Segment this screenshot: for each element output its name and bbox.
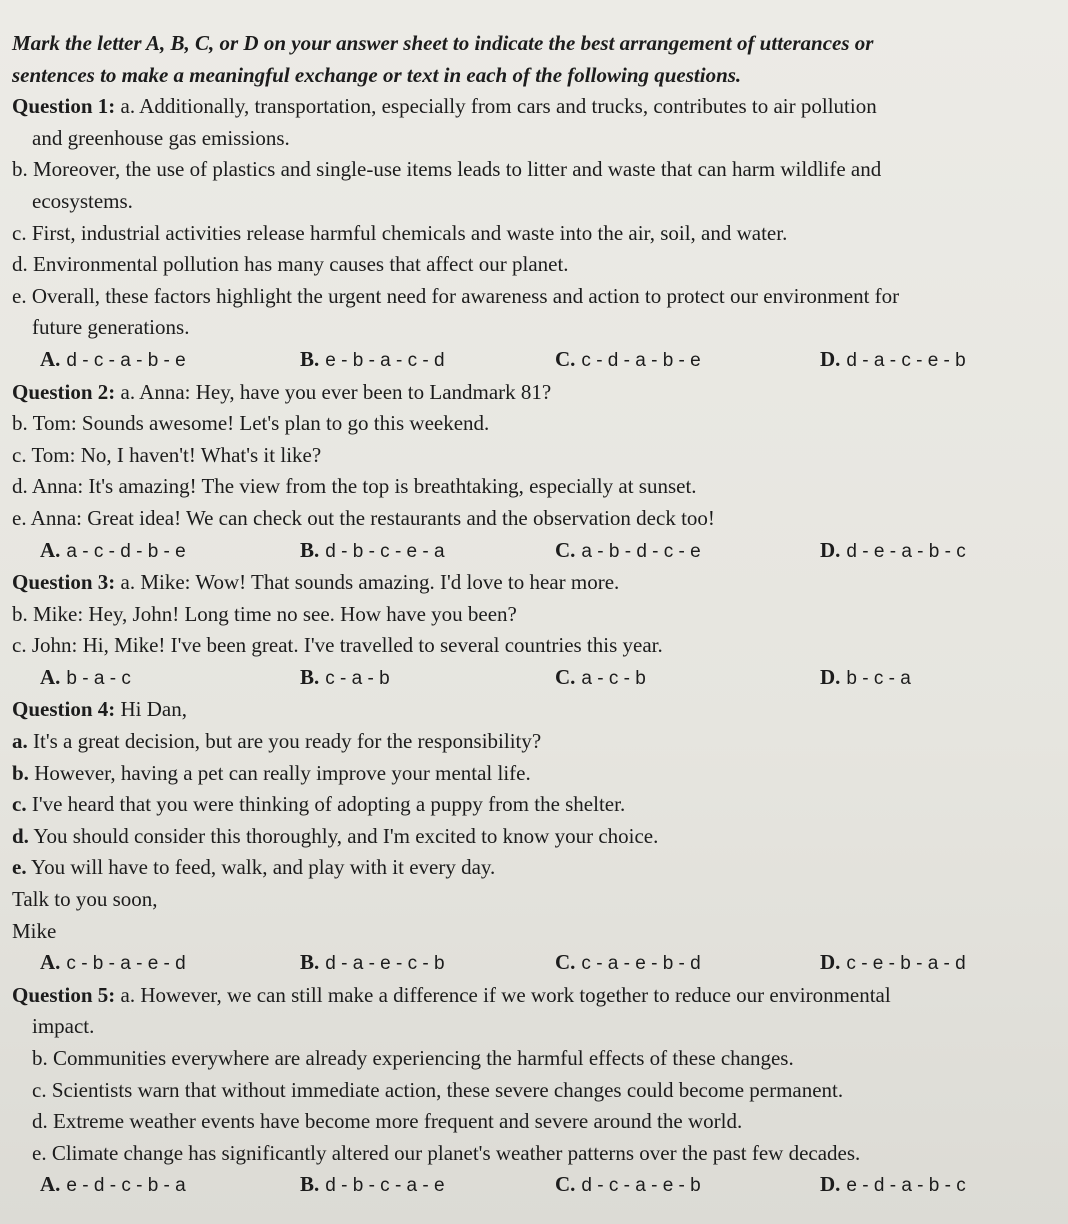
answer-option[interactable] [300, 1169, 555, 1202]
instruction-line: Mark the letter A, B, C, or D on your answer sheet to indicate the best arrangement of utterances or [12, 31, 874, 55]
question-block [12, 567, 1048, 694]
answer-option[interactable] [300, 947, 555, 980]
answer-option[interactable] [820, 535, 1050, 568]
question-list [12, 91, 1048, 1202]
question-line [12, 630, 1048, 662]
option-letter: C. [555, 346, 576, 371]
question-text: d. You should consider this thoroughly, and I'm excited to know your choice. [12, 823, 659, 848]
answer-option[interactable] [820, 662, 1050, 695]
question-line [12, 123, 1048, 155]
question-line [12, 1043, 1048, 1075]
question-block [12, 980, 1048, 1202]
option-value: e - d - a - b - c [846, 1175, 966, 1197]
question-line [12, 471, 1048, 503]
question-text: c. I've heard that you were thinking of adopting a puppy from the shelter. [12, 792, 626, 817]
question-line [12, 1075, 1048, 1107]
option-value: d - a - c - e - b [846, 349, 966, 371]
answer-option[interactable] [555, 535, 820, 568]
option-letter: C. [555, 664, 576, 689]
question-text: a. Anna: Hey, have you ever been to Landmark 81? [115, 379, 552, 404]
option-letter: D. [820, 950, 841, 975]
option-value: c - d - a - b - e [581, 349, 701, 371]
option-letter: C. [555, 1172, 576, 1197]
answer-option[interactable] [555, 1169, 820, 1202]
question-line [12, 408, 1048, 440]
question-text: a. Additionally, transportation, especially from cars and trucks, contributes to air pollution [115, 94, 877, 119]
question-line [12, 758, 1048, 790]
option-value: d - c - a - b - e [66, 349, 186, 371]
question-text: e. Overall, these factors highlight the urgent need for awareness and action to protect our environment for [12, 283, 900, 308]
question-line [12, 312, 1048, 344]
question-line [12, 218, 1048, 250]
question-line [12, 249, 1048, 281]
option-letter: A. [40, 346, 61, 371]
question-line [12, 980, 1048, 1012]
question-line [12, 1106, 1048, 1138]
option-letter: B. [300, 664, 320, 689]
option-letter: A. [40, 1172, 61, 1197]
option-value: c - a - b [325, 667, 390, 689]
question-text: b. Moreover, the use of plastics and single-use items leads to litter and waste that can harm wildlife and [12, 157, 882, 182]
answer-option[interactable] [40, 344, 300, 377]
option-letter: A. [40, 537, 61, 562]
answer-option[interactable] [300, 535, 555, 568]
question-label: Question 2: [12, 379, 116, 404]
option-value: e - b - a - c - d [325, 349, 445, 371]
question-text: impact. [32, 1014, 95, 1039]
option-value: d - a - e - c - b [325, 953, 445, 975]
answer-option[interactable] [40, 947, 300, 980]
option-letter: D. [820, 1172, 841, 1197]
option-value: c - e - b - a - d [846, 953, 966, 975]
answer-option[interactable] [555, 947, 820, 980]
question-label: Question 5: [12, 982, 116, 1007]
question-text: b. Communities everywhere are already experiencing the harmful effects of these changes. [32, 1046, 794, 1070]
question-text: a. However, we can still make a difference if we work together to reduce our environmental [115, 982, 891, 1007]
question-line [12, 789, 1048, 821]
answer-option[interactable] [820, 344, 1050, 377]
option-letter: A. [40, 664, 61, 689]
question-block [12, 694, 1048, 979]
question-line [12, 91, 1048, 123]
option-value: d - e - a - b - c [846, 540, 966, 562]
option-value: b - a - c [66, 667, 131, 689]
option-letter: C. [555, 950, 576, 975]
question-text: d. Extreme weather events have become more frequent and severe around the world. [32, 1109, 743, 1134]
answer-options [12, 535, 1048, 568]
question-line [12, 567, 1048, 599]
question-text: ecosystems. [32, 188, 133, 213]
option-value: a - b - d - c - e [581, 540, 701, 562]
instruction-line: sentences to make a meaningful exchange or text in each of the following questions. [12, 62, 742, 87]
question-text: and greenhouse gas emissions. [32, 125, 290, 150]
option-letter: A. [40, 950, 61, 975]
option-value: d - b - c - a - e [325, 1175, 445, 1197]
question-text: future generations. [32, 315, 190, 340]
option-value: c - a - e - b - d [581, 953, 701, 975]
question-line [12, 884, 1048, 916]
question-text: e. Anna: Great idea! We can check out the restaurants and the observation deck too! [12, 505, 715, 530]
question-text: d. Environmental pollution has many causes that affect our planet. [12, 252, 569, 277]
question-label: Question 4: [12, 697, 116, 722]
option-letter: C. [555, 537, 576, 562]
option-value: a - c - b [581, 667, 646, 689]
answer-option[interactable] [555, 344, 820, 377]
question-text: c. First, industrial activities release harmful chemicals and waste into the air, soil, and water. [12, 220, 788, 245]
question-text: b. Tom: Sounds awesome! Let's plan to go this weekend. [12, 411, 490, 436]
question-line [12, 1011, 1048, 1043]
question-label: Question 3: [12, 570, 116, 595]
question-text: Hi Dan, [115, 697, 188, 722]
option-value: e - d - c - b - a [66, 1175, 186, 1197]
option-letter: D. [820, 537, 841, 562]
question-line [12, 377, 1048, 409]
question-line [12, 281, 1048, 313]
answer-option[interactable] [40, 1169, 300, 1202]
option-value: d - b - c - e - a [325, 540, 445, 562]
question-line [12, 1138, 1048, 1170]
answer-option[interactable] [820, 1169, 1050, 1202]
question-line [12, 852, 1048, 884]
question-text: Mike [12, 918, 57, 943]
answer-option[interactable] [820, 947, 1050, 980]
option-letter: B. [300, 537, 320, 562]
question-text: d. Anna: It's amazing! The view from the top is breathtaking, especially at sunset. [12, 474, 697, 499]
option-value: d - c - a - e - b [581, 1175, 701, 1197]
question-line [12, 916, 1048, 948]
question-text: e. Climate change has significantly altered our planet's weather patterns over the past few decades. [32, 1140, 861, 1165]
option-value: c - b - a - e - d [66, 953, 186, 975]
option-letter: B. [300, 1172, 320, 1197]
option-value: b - c - a [846, 667, 911, 689]
question-block [12, 91, 1048, 376]
answer-options [12, 344, 1048, 377]
answer-options [12, 1169, 1048, 1202]
question-line [12, 503, 1048, 535]
option-value: a - c - d - b - e [66, 540, 186, 562]
question-line [12, 154, 1048, 186]
question-text: c. Scientists warn that without immediate action, these severe changes could become permanent. [32, 1077, 844, 1102]
question-line [12, 694, 1048, 726]
answer-option[interactable] [300, 344, 555, 377]
answer-option[interactable] [300, 662, 555, 695]
question-line [12, 440, 1048, 472]
question-label: Question 1: [12, 94, 116, 119]
question-text: b. Mike: Hey, John! Long time no see. How have you been? [12, 601, 517, 626]
question-text: e. You will have to feed, walk, and play with it every day. [12, 855, 496, 880]
option-letter: D. [820, 664, 841, 689]
question-text: c. John: Hi, Mike! I've been great. I've travelled to several countries this year. [12, 633, 663, 658]
answer-option[interactable] [40, 662, 300, 695]
question-text: a. It's a great decision, but are you ready for the responsibility? [12, 729, 542, 754]
question-text: b. However, having a pet can really improve your mental life. [12, 760, 531, 785]
answer-option[interactable] [555, 662, 820, 695]
instructions [12, 28, 1048, 91]
answer-options [12, 662, 1048, 695]
question-line [12, 599, 1048, 631]
option-letter: B. [300, 950, 320, 975]
answer-options [12, 947, 1048, 980]
question-line [12, 821, 1048, 853]
question-block [12, 377, 1048, 568]
option-letter: B. [300, 346, 320, 371]
option-letter: D. [820, 346, 841, 371]
question-text: a. Mike: Wow! That sounds amazing. I'd love to hear more. [115, 570, 620, 595]
question-text: c. Tom: No, I haven't! What's it like? [12, 442, 322, 467]
question-line [12, 186, 1048, 218]
question-text: Talk to you soon, [12, 887, 158, 912]
question-line [12, 726, 1048, 758]
answer-option[interactable] [40, 535, 300, 568]
